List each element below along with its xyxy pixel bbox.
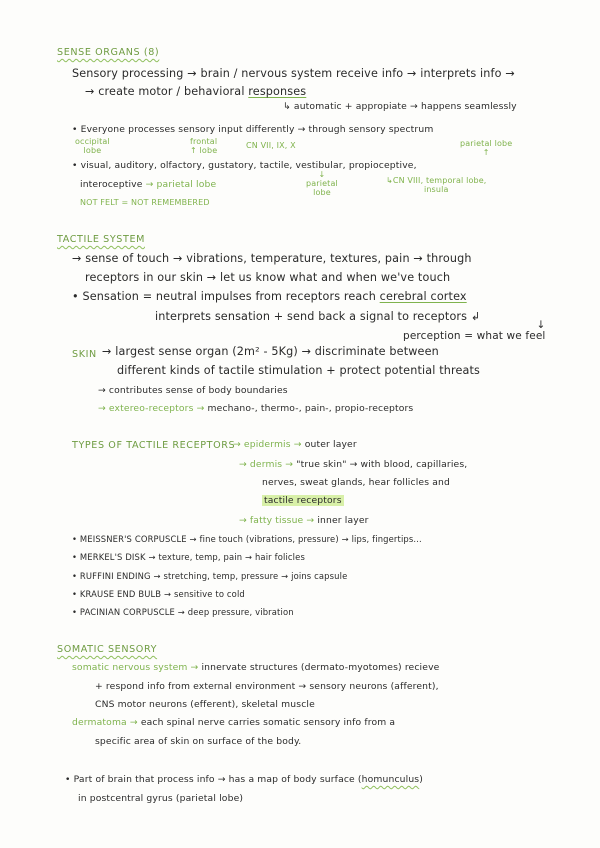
skin-line-2: different kinds of tactile stimulation + protect potential threats [117,364,481,377]
annotation-parietal-top: parietal lobe ↑ [460,139,513,157]
skin-line-3: → contributes sense of body boundaries [98,385,288,396]
tactile-perception: ↓ perception = what we feel [403,319,546,342]
receptor-pacinian: • PACINIAN CORPUSCLE → deep pressure, vibration [72,607,294,617]
dermatoma-line-1: dermatoma → each spinal nerve carries somatic sensory info from a [72,717,396,728]
skin-line-1: → largest sense organ (2m² - 5Kg) → discriminate between [102,345,439,358]
types-label: TYPES OF TACTILE RECEPTORS [72,440,236,451]
annotation-frontal: frontal ↑ lobe [190,137,218,155]
annotation-parietal-mid: ↓ parietal lobe [306,170,338,197]
sense-bullet-3: interoceptive → parietal lobe [80,179,217,190]
tactile-line-2: receptors in our skin → let us know what and when we've touch [85,271,451,284]
dermatoma-line-2: specific area of skin on surface of the body. [95,736,302,747]
types-tactile-receptors: tactile receptors [264,495,342,506]
tactile-line-3: • Sensation = neutral impulses from receptors reach cerebral cortex [72,290,467,303]
somatic-line-2: + respond info from external environment → sensory neurons (afferent), [95,681,439,692]
brain-map-line-2: in postcentral gyrus (parietal lobe) [78,793,244,804]
tactile-line-1: → sense of touch → vibrations, temperature, textures, pain → through [72,252,472,265]
tactile-line-4: interprets sensation + send back a signal to receptors ↲ [155,310,481,323]
types-fatty-tissue: → fatty tissue → inner layer [239,515,369,526]
skin-line-4: → extereo-receptors → mechano-, thermo-, pain-, propio-receptors [98,403,414,414]
annotation-cn: CN VII, IX, X [246,141,296,150]
sense-line-3: ↳ automatic + appropiate → happens seamlessly [283,101,517,112]
brain-map-line-1: • Part of brain that process info → has a map of body surface (homunculus) [65,774,423,785]
types-dermis-line-2: nerves, sweat glands, hear follicles and [262,477,450,488]
somatic-heading: SOMATIC SENSORY [57,644,158,655]
types-dermis: → dermis → "true skin" → with blood, capillaries, [239,459,468,470]
receptor-merkel: • MERKEL'S DISK → texture, temp, pain → hair folicles [72,552,305,562]
tactile-heading: TACTILE SYSTEM [57,234,145,245]
somatic-line-3: CNS motor neurons (efferent), skeletal muscle [95,699,315,710]
sense-organs-heading: SENSE ORGANS (8) [57,47,160,58]
receptor-meissner: • MEISSNER'S CORPUSCLE → fine touch (vibrations, pressure) → lips, fingertips... [72,534,422,544]
sense-line-2: → create motor / behavioral responses [85,85,307,98]
not-felt-note: NOT FELT = NOT REMEMBERED [80,198,210,207]
sense-bullet-2: • visual, auditory, olfactory, gustatory, tactile, vestibular, propioceptive, [72,160,417,171]
skin-label: SKIN [72,349,97,360]
receptor-ruffini: • RUFFINI ENDING → stretching, temp, pressure → joins capsule [72,571,348,581]
sense-line-1: Sensory processing → brain / nervous system receive info → interprets info → [72,67,515,80]
annotation-occipital: occipital lobe [75,137,110,155]
receptor-krause: • KRAUSE END BULB → sensitive to cold [72,589,245,599]
sense-bullet-1: • Everyone processes sensory input differently → through sensory spectrum [72,124,434,135]
somatic-line-1: somatic nervous system → innervate structures (dermato-myotomes) recieve [72,662,440,673]
types-epidermis: → epidermis → outer layer [233,439,357,450]
annotation-cn8: ↳CN VIII, temporal lobe, insula [386,176,487,194]
